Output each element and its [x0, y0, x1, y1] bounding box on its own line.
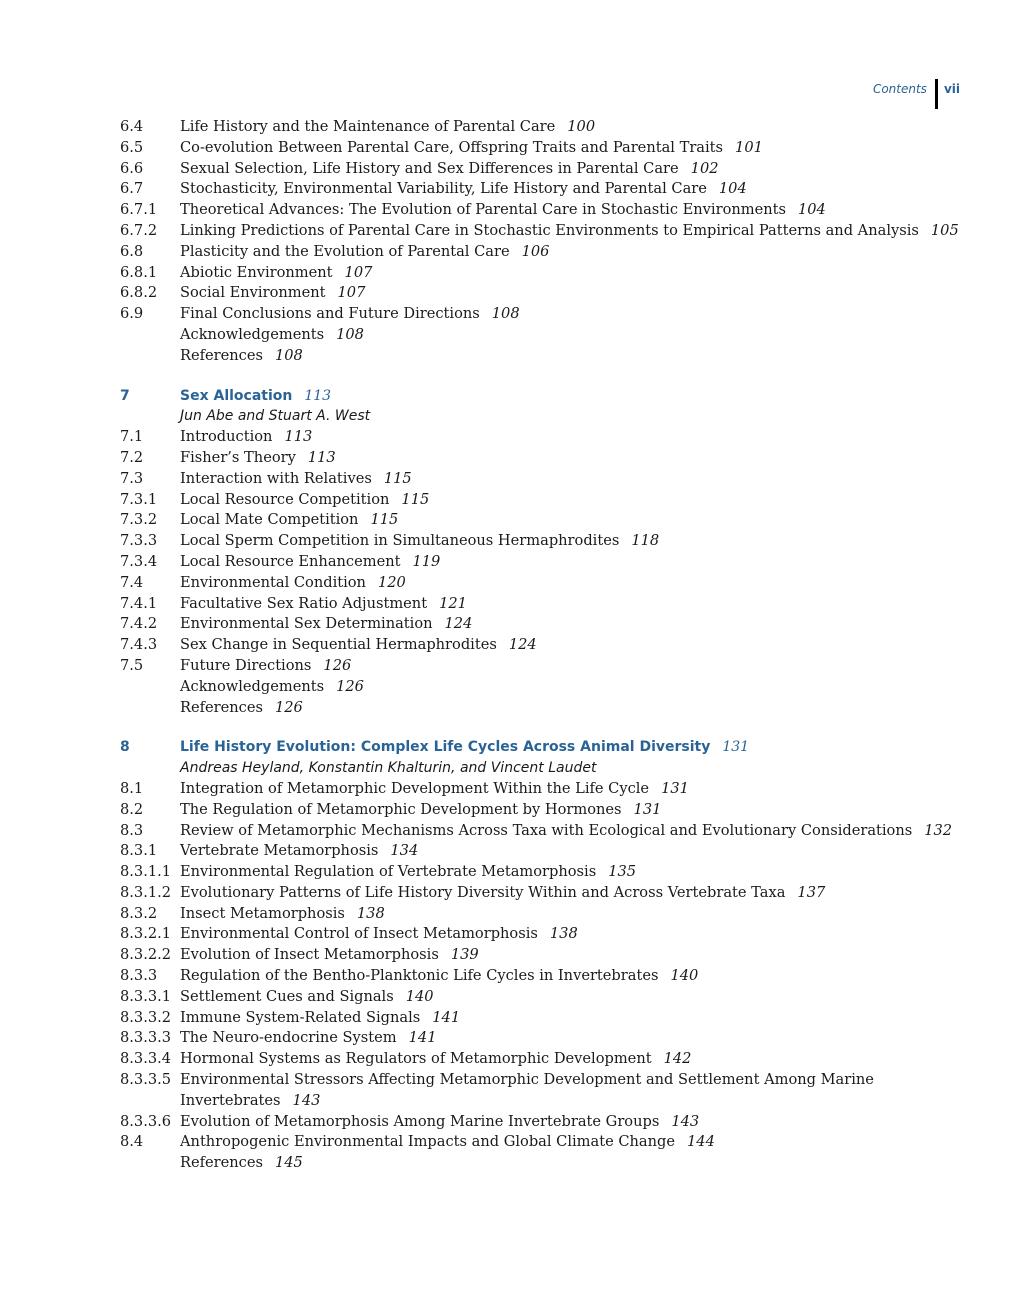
chapter-authors: Andreas Heyland, Konstantin Khalturin, and Vincent Laudet: [180, 760, 597, 777]
section-number: 8.3.1.1: [120, 863, 172, 881]
section-number: 8.3.3.4: [120, 1050, 172, 1068]
toc-entry[interactable]: [120, 779, 910, 800]
section-page-number: 138: [549, 925, 578, 943]
section-title: Final Conclusions and Future Directions: [180, 305, 480, 323]
section-page-number: 107: [337, 284, 366, 302]
section-title: Hormonal Systems as Regulators of Metamorphic Development: [180, 1050, 652, 1068]
toc-entry[interactable]: [120, 1008, 910, 1029]
chapter-number: 8: [120, 739, 130, 756]
toc-entry[interactable]: [120, 159, 910, 180]
section-title: Sexual Selection, Life History and Sex Differences in Parental Care: [180, 159, 679, 177]
section-title: Evolutionary Patterns of Life History Diversity Within and Across Vertebrate Taxa: [180, 883, 786, 901]
section-page-number: 124: [508, 636, 537, 654]
section-title: Environmental Stressors Affecting Metamorphic Development and Settlement Among Marine Invertebrates: [180, 1071, 874, 1109]
toc-entry[interactable]: [120, 1132, 910, 1153]
section-title: Linking Predictions of Parental Care in Stochastic Environments to Empirical Patterns and Analysis: [180, 221, 919, 239]
section-page-number: 143: [671, 1112, 700, 1130]
section-number: 7.3.4: [120, 552, 158, 570]
toc-entry[interactable]: [120, 490, 910, 511]
toc-entry[interactable]: [120, 594, 910, 615]
toc-entry[interactable]: [120, 614, 910, 635]
section-title: Stochasticity, Environmental Variability, Life History and Parental Care: [180, 180, 707, 198]
section-title: Vertebrate Metamorphosis: [180, 842, 379, 860]
section-page-number: 140: [670, 967, 699, 985]
section-page-number: 142: [663, 1050, 692, 1068]
toc-entry[interactable]: [120, 117, 910, 138]
toc-entry[interactable]: [120, 862, 910, 883]
section-title: Evolution of Metamorphosis Among Marine Invertebrate Groups: [180, 1112, 660, 1130]
section-title: Acknowledgements: [180, 325, 325, 343]
section-page-number: 144: [687, 1133, 715, 1151]
section-number: 6.8.1: [120, 263, 158, 281]
section-page-number: 104: [797, 201, 826, 219]
section-page-number: 131: [633, 800, 662, 818]
section-title: Fisher’s Theory: [180, 448, 296, 466]
toc-entry[interactable]: [120, 510, 910, 531]
running-head-page-number: vii: [943, 82, 960, 96]
toc-entry[interactable]: [120, 448, 910, 469]
section-page-number: 141: [408, 1029, 437, 1047]
section-number: 7.3: [120, 469, 144, 487]
section-page-number: 139: [450, 946, 479, 964]
section-page-number: 106: [521, 242, 550, 260]
section-title: Introduction: [180, 428, 273, 446]
toc-entry[interactable]: [120, 698, 910, 719]
section-title: References: [180, 346, 263, 364]
section-number: 8.3.1: [120, 842, 158, 860]
toc-entry[interactable]: [120, 1070, 910, 1112]
section-title: Local Resource Competition: [180, 490, 390, 508]
section-page-number: 126: [274, 698, 303, 716]
section-page-number: 100: [567, 118, 596, 135]
section-page-number: 140: [405, 987, 434, 1005]
section-title: Abiotic Environment: [180, 263, 333, 281]
section-page-number: 108: [274, 346, 303, 364]
section-page-number: 104: [718, 180, 747, 198]
chapter-heading[interactable]: [120, 737, 910, 758]
section-number: 8.3.2: [120, 904, 158, 922]
section-page-number: 131: [661, 779, 689, 797]
section-page-number: 145: [274, 1154, 303, 1172]
section-page-number: 141: [432, 1008, 461, 1026]
section-number: 8.3.3.5: [120, 1071, 172, 1089]
section-number: 6.7.2: [120, 221, 158, 239]
section-title: Local Sperm Competition in Simultaneous Hermaphrodites: [180, 532, 620, 550]
section-number: 8.4: [120, 1133, 144, 1151]
section-title: Immune System-Related Signals: [180, 1008, 421, 1026]
section-page-number: 134: [390, 842, 419, 860]
section-title: The Regulation of Metamorphic Development by Hormones: [180, 800, 622, 818]
section-number: 8.3.2.1: [120, 925, 172, 943]
section-page-number: 108: [491, 305, 520, 323]
section-number: 6.5: [120, 138, 144, 156]
toc-entry[interactable]: [120, 200, 910, 221]
section-page-number: 113: [284, 428, 313, 446]
section-page-number: 120: [377, 573, 406, 591]
chapter-authors: Jun Abe and Stuart A. West: [180, 408, 371, 425]
chapter-title: Sex Allocation: [180, 387, 293, 404]
toc-entry[interactable]: [120, 242, 910, 263]
section-number: 8.3.3: [120, 967, 158, 985]
section-page-number: 101: [735, 138, 763, 156]
section-number: 7.4.1: [120, 594, 158, 612]
toc-entry[interactable]: [120, 283, 910, 304]
section-title: Interaction with Relatives: [180, 469, 372, 487]
section-number: 8.3.3.1: [120, 987, 172, 1005]
running-head: [873, 79, 960, 109]
section-number: 8.3.1.2: [120, 883, 172, 901]
section-title: Insect Metamorphosis: [180, 904, 345, 922]
section-number: 6.8.2: [120, 284, 158, 302]
toc-entry[interactable]: [120, 656, 910, 677]
toc-entry[interactable]: [120, 821, 953, 842]
toc-entry[interactable]: [120, 552, 910, 573]
section-number: 7.2: [120, 448, 144, 466]
section-title: Settlement Cues and Signals: [180, 987, 394, 1005]
toc-entry[interactable]: [120, 1153, 910, 1174]
section-page-number: 143: [292, 1091, 321, 1109]
section-number: 7.1: [120, 428, 144, 446]
toc-entry[interactable]: [120, 325, 910, 346]
running-head-label: Contents: [872, 82, 927, 96]
section-page-number: 102: [690, 159, 719, 177]
section-title: Environmental Condition: [180, 573, 366, 591]
toc-entry[interactable]: [120, 469, 910, 490]
section-number: 7.4: [120, 573, 144, 591]
section-number: 7.3.3: [120, 532, 158, 550]
section-number: 7.4.2: [120, 615, 158, 633]
section-title: Environmental Sex Determination: [180, 615, 433, 633]
chapter-heading[interactable]: [120, 386, 910, 407]
toc-entry[interactable]: [120, 138, 910, 159]
toc-entry[interactable]: [120, 304, 910, 325]
section-page-number: 115: [383, 469, 412, 487]
section-title: Future Directions: [180, 656, 312, 674]
toc-entry[interactable]: [120, 1028, 910, 1049]
section-title: Co-evolution Between Parental Care, Offspring Traits and Parental Traits: [180, 138, 724, 156]
toc-entry[interactable]: [120, 531, 910, 552]
section-title: Facultative Sex Ratio Adjustment: [180, 594, 428, 612]
section-page-number: 126: [336, 677, 364, 695]
section-page-number: 105: [930, 221, 959, 239]
section-page-number: 124: [444, 615, 473, 633]
section-title: Environmental Regulation of Vertebrate Metamorphosis: [180, 863, 597, 881]
section-title: Integration of Metamorphic Development Within the Life Cycle: [180, 779, 650, 797]
section-page-number: 118: [631, 532, 660, 550]
chapter-number: 7: [120, 387, 130, 404]
section-number: 8.3.3.6: [120, 1112, 172, 1130]
toc-entry[interactable]: [120, 945, 910, 966]
chapter-page-number: 113: [304, 387, 332, 404]
section-number: 8.2: [120, 800, 144, 818]
section-title: Sex Change in Sequential Hermaphrodites: [180, 636, 497, 654]
section-number: 8.3.3.2: [120, 1008, 172, 1026]
toc-entry[interactable]: [120, 635, 910, 656]
section-number: 8.1: [120, 779, 144, 797]
toc-entry[interactable]: [120, 800, 910, 821]
section-title: Acknowledgements: [180, 677, 325, 695]
section-page-number: 121: [439, 594, 467, 612]
toc-entry[interactable]: [120, 987, 910, 1008]
section-page-number: 132: [924, 821, 953, 839]
section-page-number: 115: [370, 511, 399, 529]
section-number: 7.3.1: [120, 490, 158, 508]
toc-entry[interactable]: [120, 221, 959, 242]
section-title: Local Mate Competition: [180, 511, 359, 529]
section-page-number: 137: [797, 883, 826, 901]
toc-entry[interactable]: [120, 427, 910, 448]
section-number: 7.4.3: [120, 636, 158, 654]
chapter-page-number: 131: [722, 739, 750, 756]
section-title: Theoretical Advances: The Evolution of Parental Care in Stochastic Environments: [180, 201, 786, 219]
section-number: 6.6: [120, 159, 144, 177]
section-page-number: 138: [356, 904, 385, 922]
toc-entry[interactable]: [120, 263, 910, 284]
toc-entry[interactable]: [120, 573, 910, 594]
section-number: 6.4: [120, 118, 144, 135]
section-title: Social Environment: [180, 284, 326, 302]
toc-entry[interactable]: [120, 924, 910, 945]
toc-entry[interactable]: [120, 1049, 910, 1070]
toc-entry[interactable]: [120, 677, 910, 698]
toc-entry[interactable]: [120, 346, 910, 367]
section-title: References: [180, 698, 263, 716]
toc-entry[interactable]: [120, 179, 910, 200]
section-page-number: 108: [336, 325, 364, 343]
section-title: Plasticity and the Evolution of Parental Care: [180, 242, 510, 260]
section-title: Local Resource Enhancement: [180, 552, 401, 570]
section-number: 6.7.1: [120, 201, 158, 219]
section-number: 7.5: [120, 656, 144, 674]
section-title: Environmental Control of Insect Metamorphosis: [180, 925, 538, 943]
toc-entry[interactable]: [120, 1112, 910, 1133]
section-title: Regulation of the Bentho-Planktonic Life Cycles in Invertebrates: [180, 967, 659, 985]
section-number: 6.8: [120, 242, 144, 260]
section-title: Review of Metamorphic Mechanisms Across Taxa with Ecological and Evolutionary Considerations: [180, 821, 913, 839]
section-number: 7.3.2: [120, 511, 158, 529]
chapter-title: Life History Evolution: Complex Life Cycles Across Animal Diversity: [180, 739, 711, 756]
section-title: Evolution of Insect Metamorphosis: [180, 946, 439, 964]
section-title: Life History and the Maintenance of Parental Care: [180, 118, 556, 135]
section-number: 8.3: [120, 821, 144, 839]
section-title: References: [180, 1154, 263, 1172]
toc-entry[interactable]: [120, 966, 910, 987]
section-number: 8.3.2.2: [120, 946, 172, 964]
section-number: 6.7: [120, 180, 144, 198]
section-number: 6.9: [120, 305, 144, 323]
section-page-number: 107: [344, 263, 373, 281]
section-page-number: 119: [412, 552, 441, 570]
toc-entry[interactable]: [120, 904, 910, 925]
section-page-number: 126: [323, 656, 352, 674]
section-title: The Neuro-endocrine System: [180, 1029, 397, 1047]
toc-entry[interactable]: [120, 883, 910, 904]
section-page-number: 115: [401, 490, 430, 508]
section-title: Anthropogenic Environmental Impacts and Global Climate Change: [180, 1133, 675, 1151]
section-page-number: 113: [307, 448, 336, 466]
section-page-number: 135: [608, 863, 637, 881]
section-number: 8.3.3.3: [120, 1029, 172, 1047]
table-of-contents: [120, 117, 959, 1174]
toc-entry[interactable]: [120, 841, 910, 862]
